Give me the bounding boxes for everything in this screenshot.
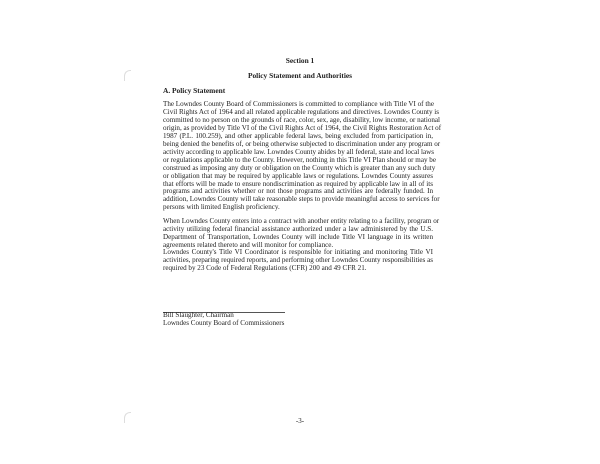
signature-block <box>163 312 433 328</box>
section-title: Section 1 <box>285 56 315 65</box>
paragraph-line: or regulations applicable to the County. However, nothing in this Title VI Plan should or may be <box>163 155 436 164</box>
paragraph-line: activity according to applicable law. Lowndes County abides by all federal, state and local laws <box>163 147 434 156</box>
paragraph-line: agreements related thereto and will monitor for compliance. <box>163 240 334 249</box>
paragraph-contracts <box>163 217 440 250</box>
paragraph-line: committed to no person on the grounds of race, color, sex, age, disability, low income, or national <box>163 115 441 124</box>
paragraph-line: Department of Transportation, Lowndes County will include Title VI language in its written <box>163 232 433 241</box>
paragraph-line: or obligation that may be required by applicable laws or regulations. Lowndes County assures <box>163 171 433 180</box>
paragraph-line: programs and activities whether or not those programs and activities are federally funded. In <box>163 187 433 196</box>
paragraph-line: construed as imposing any duty or obligation on the County which is greater than any such duty <box>163 163 436 172</box>
signer-name: Bill Slaughter, Chairman <box>163 311 234 319</box>
signer-organization: Lowndes County Board of Commissioners <box>163 318 285 327</box>
paragraph-line: 1987 (P.L. 100.259), and other applicable federal laws, being excluded from participation in, <box>163 131 433 140</box>
paragraph-line: persons with limited English proficiency. <box>163 203 280 212</box>
paragraph-line: The Lowndes County Board of Commissioners is committed to compliance with Title VI of the <box>163 100 434 108</box>
paragraph-line: activities, preparing required reports, and performing other Lowndes County responsibilities as <box>163 255 433 264</box>
paragraph-policy <box>163 100 442 212</box>
paragraph-coordinator <box>163 249 433 273</box>
page-number: -3- <box>295 417 305 425</box>
paragraph-line: activity utilizing federal financial assistance authorized under a law administered by the U.S. <box>163 224 433 233</box>
paragraph-line: Lowndes County's Title VI Coordinator is responsible for initiating and monitoring Title VI <box>163 248 433 256</box>
paragraph-line: that efforts will be made to ensure nondiscrimination as required by applicable law in all of its <box>163 179 433 188</box>
section-heading: A. Policy Statement <box>163 86 226 95</box>
paragraph-line: When Lowndes County enters into a contract with another entity relating to a facility, program or <box>163 217 440 225</box>
paragraph-line: addition, Lowndes County will take reasonable steps to provide meaningful access to services for <box>163 195 440 204</box>
page-subtitle: Policy Statement and Authorities <box>247 71 353 80</box>
paragraph-line: required by 23 Code of Federal Regulations (CFR) 200 and 49 CFR 21. <box>163 263 367 272</box>
paragraph-line: origin, as provided by Title VI of the Civil Rights Act of 1964, the Civil Rights Restoration Act of <box>163 123 442 132</box>
paragraph-line: Civil Rights Act of 1964 and all related applicable regulations and directives. Lowndes County is <box>163 107 440 116</box>
paragraph-line: being denied the benefits of, or being otherwise subjected to discrimination under any program or <box>163 139 441 148</box>
